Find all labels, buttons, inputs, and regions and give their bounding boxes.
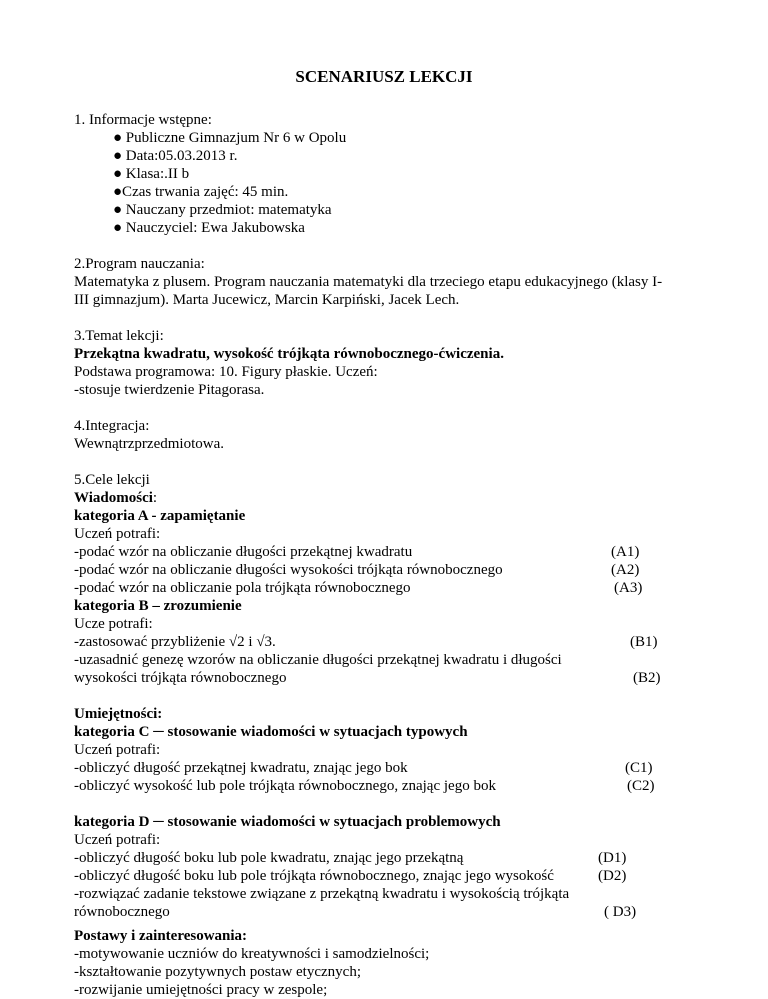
knowledge-heading — [74, 489, 157, 507]
goal-a2-code: (A2) — [611, 562, 640, 578]
section-3-heading: 3.Temat lekcji: — [74, 328, 164, 344]
info-item-date: ● Data:05.03.2013 r. — [113, 148, 238, 164]
section-4-heading: 4.Integracja: — [74, 418, 150, 434]
goal-d2-text: -obliczyć długość boku lub pole trójkąta równobocznego, znając jego wysokość — [74, 868, 554, 884]
attitude-item-3: -rozwijanie umiejętności pracy w zespole; — [74, 982, 328, 998]
category-b-heading: kategoria B – zrozumienie — [74, 598, 242, 614]
goal-b2-text-line1: -uzasadnić genezę wzorów na obliczanie długości przekątnej kwadratu i długości — [74, 652, 562, 668]
goal-d1-code: (D1) — [598, 850, 627, 866]
program-line-1: Matematyka z plusem. Program nauczania matematyki dla trzeciego etapu edukacyjnego (klasy I- — [74, 274, 663, 290]
section-2-heading: 2.Program nauczania: — [74, 256, 205, 272]
attitude-item-1: -motywowanie uczniów do kreatywności i samodzielności; — [74, 946, 430, 962]
info-item-school: ● Publiczne Gimnazjum Nr 6 w Opolu — [113, 130, 347, 146]
knowledge-label: Wiadomości — [74, 490, 153, 506]
attitudes-heading: Postawy i zainteresowania: — [74, 928, 248, 944]
info-item-duration: ●Czas trwania zajęć: 45 min. — [113, 184, 289, 200]
category-a-subheading: Uczeń potrafi: — [74, 526, 161, 542]
category-c-heading: kategoria C ─ stosowanie wiadomości w sytuacjach typowych — [74, 724, 468, 740]
attitude-item-2: -kształtowanie pozytywnych postaw etycznych; — [74, 964, 361, 980]
goal-a3-code: (A3) — [614, 580, 643, 596]
goal-d2-code: (D2) — [598, 868, 627, 884]
category-c-subheading: Uczeń potrafi: — [74, 742, 161, 758]
curriculum-item: -stosuje twierdzenie Pitagorasa. — [74, 382, 265, 398]
category-a-heading: kategoria A - zapamiętanie — [74, 508, 246, 524]
goal-b2-code: (B2) — [633, 670, 661, 686]
goal-a1-code: (A1) — [611, 544, 640, 560]
knowledge-colon: : — [152, 490, 158, 506]
goal-a2-text: -podać wzór na obliczanie długości wysokości trójkąta równobocznego — [74, 562, 503, 578]
goal-b1-code: (B1) — [630, 634, 658, 650]
section-1-heading: 1. Informacje wstępne: — [74, 112, 212, 128]
goal-d3-text-line2: równobocznego — [74, 904, 170, 920]
goal-b2-text-line2: wysokości trójkąta równobocznego — [74, 670, 287, 686]
program-line-2: III gimnazjum). Marta Jucewicz, Marcin Karpiński, Jacek Lech. — [74, 292, 460, 308]
goal-c1-code: (C1) — [625, 760, 653, 776]
lesson-topic: Przekątna kwadratu, wysokość trójkąta równobocznego-ćwiczenia. — [74, 346, 504, 362]
category-d-heading: kategoria D ─ stosowanie wiadomości w sytuacjach problemowych — [74, 814, 501, 830]
document-title: SCENARIUSZ LEKCJI — [295, 67, 473, 86]
info-item-class: ● Klasa:.II b — [113, 166, 190, 182]
section-5-heading: 5.Cele lekcji — [74, 472, 150, 488]
curriculum-basis: Podstawa programowa: 10. Figury płaskie. Uczeń: — [74, 364, 378, 380]
goal-b1-text: -zastosować przybliżenie √2 i √3. — [74, 634, 276, 650]
integration-type: Wewnątrzprzedmiotowa. — [74, 436, 224, 452]
goal-a1-text: -podać wzór na obliczanie długości przekątnej kwadratu — [74, 544, 413, 560]
goal-d3-code: ( D3) — [604, 904, 637, 920]
goal-a3-text: -podać wzór na obliczanie pola trójkąta równobocznego — [74, 580, 411, 596]
skills-heading: Umiejętności: — [74, 706, 163, 722]
info-item-teacher: ● Nauczyciel: Ewa Jakubowska — [113, 220, 305, 236]
goal-c1-text: -obliczyć długość przekątnej kwadratu, znając jego bok — [74, 760, 408, 776]
goal-c2-text: -obliczyć wysokość lub pole trójkąta równobocznego, znając jego bok — [74, 778, 496, 794]
category-d-subheading: Uczeń potrafi: — [74, 832, 161, 848]
goal-c2-code: (C2) — [627, 778, 655, 794]
category-b-subheading: Ucze potrafi: — [74, 616, 153, 632]
goal-d1-text: -obliczyć długość boku lub pole kwadratu, znając jego przekątną — [74, 850, 464, 866]
info-item-subject: ● Nauczany przedmiot: matematyka — [113, 202, 332, 218]
goal-d3-text-line1: -rozwiązać zadanie tekstowe związane z przekątną kwadratu i wysokością trójkąta — [74, 886, 570, 902]
